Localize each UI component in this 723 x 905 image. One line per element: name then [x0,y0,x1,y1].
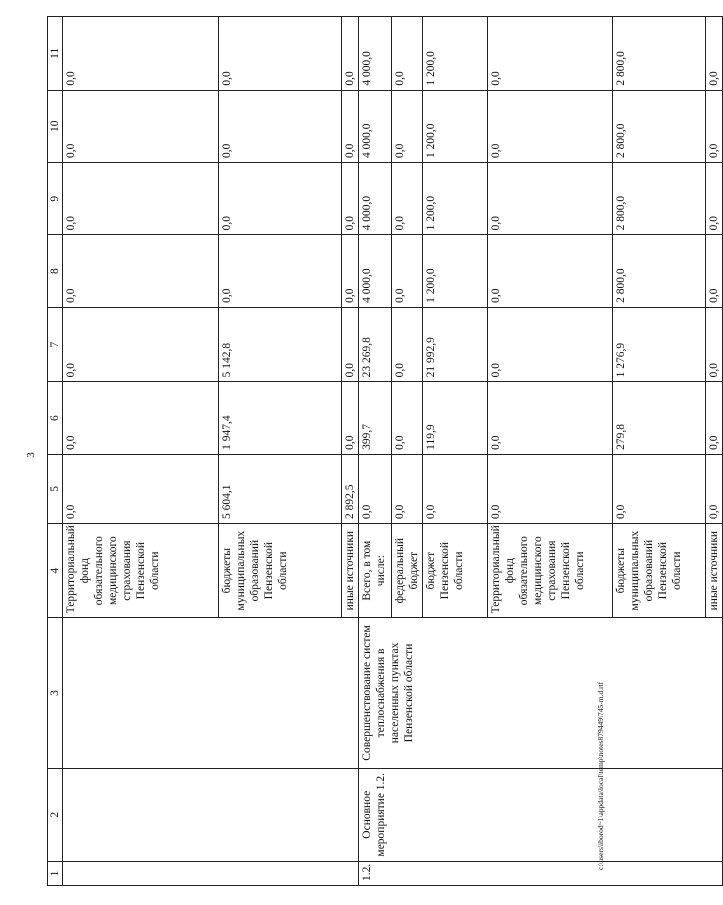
value-cell: 0,0 [706,454,723,523]
column-number: 9 [48,163,63,235]
value-cell: 21 992,9 [423,307,488,382]
value-cell: 0,0 [63,382,219,454]
funding-source: иные источники [706,523,723,617]
value-cell: 0,0 [342,90,359,162]
funding-source: Территориальный фонд обязательного медицинского страхования Пензенской области [63,523,219,617]
value-cell: 0,0 [706,163,723,235]
column-number: 5 [48,454,63,523]
value-cell: 0,0 [423,454,488,523]
column-number: 1 [48,861,63,885]
value-cell: 0,0 [392,382,423,454]
budget-table [47,16,723,886]
value-cell: 2 892,5 [342,454,359,523]
value-cell: 2 800,0 [613,163,706,235]
value-cell: 0,0 [342,235,359,307]
value-cell: 0,0 [488,454,613,523]
value-cell: 0,0 [488,307,613,382]
value-cell: 0,0 [63,17,219,91]
value-cell: 0,0 [63,454,219,523]
column-number: 6 [48,382,63,454]
column-number: 11 [48,17,63,91]
value-cell: 119,9 [423,382,488,454]
value-cell: 4 000,0 [359,235,392,307]
value-cell: 0,0 [63,90,219,162]
value-cell: 2 800,0 [613,17,706,91]
empty-number-cell [63,861,359,885]
value-cell: 0,0 [706,382,723,454]
value-cell: 0,0 [706,17,723,91]
value-cell: 0,0 [706,90,723,162]
value-cell: 0,0 [706,307,723,382]
value-cell: 0,0 [63,307,219,382]
empty-type-cell [63,768,359,861]
activity-number: 1.2. [359,861,723,885]
page-number: 3 [25,452,37,458]
value-cell: 0,0 [706,235,723,307]
value-cell: 0,0 [342,382,359,454]
value-cell: 0,0 [392,163,423,235]
column-number: 3 [48,618,63,768]
column-number-row [48,17,63,886]
value-cell: 0,0 [342,307,359,382]
activity-title: Совершенствование систем теплоснабжения в населенных пунктах Пензенской области [359,618,723,768]
value-cell: 0,0 [359,454,392,523]
funding-source: бюджет Пензенской области [423,523,488,617]
value-cell: 1 276,9 [613,307,706,382]
file-path-footer: c:\users\iborod~1\appdata\local\temp\notes879449\745-m.d.rtf [596,681,605,870]
value-cell: 2 800,0 [613,90,706,162]
continuation-row [63,17,219,886]
column-number: 2 [48,768,63,861]
value-cell: 4 000,0 [359,90,392,162]
value-cell: 0,0 [488,17,613,91]
value-cell: 0,0 [392,90,423,162]
value-cell: 0,0 [219,17,342,91]
value-cell: 1 200,0 [423,235,488,307]
column-number: 7 [48,307,63,382]
value-cell: 0,0 [219,163,342,235]
activity-type: Основное мероприятие 1.2. [359,768,723,861]
funding-source: Всего, в том числе: [359,523,392,617]
value-cell: 4 000,0 [359,17,392,91]
value-cell: 0,0 [488,235,613,307]
funding-source: бюджеты муниципальных образований Пензенской области [219,523,342,617]
value-cell: 5 142,8 [219,307,342,382]
value-cell: 279,8 [613,382,706,454]
value-cell: 399,7 [359,382,392,454]
column-number: 8 [48,235,63,307]
value-cell: 1 200,0 [423,17,488,91]
value-cell: 1 200,0 [423,163,488,235]
funding-source: федеральный бюджет [392,523,423,617]
funding-source: иные источники [342,523,359,617]
column-number: 10 [48,90,63,162]
value-cell: 0,0 [63,235,219,307]
value-cell: 0,0 [392,235,423,307]
funding-source: Территориальный фонд обязательного медицинского страхования Пензенской области [488,523,613,617]
value-cell: 2 800,0 [613,235,706,307]
value-cell: 23 269,8 [359,307,392,382]
value-cell: 0,0 [392,307,423,382]
value-cell: 0,0 [488,382,613,454]
value-cell: 1 200,0 [423,90,488,162]
value-cell: 0,0 [392,454,423,523]
value-cell: 5 604,1 [219,454,342,523]
column-number: 4 [48,523,63,617]
value-cell: 0,0 [219,235,342,307]
activity-row [359,17,392,886]
value-cell: 0,0 [342,163,359,235]
funding-source: бюджеты муниципальных образований Пензенской области [613,523,706,617]
value-cell: 4 000,0 [359,163,392,235]
value-cell: 0,0 [488,90,613,162]
value-cell: 1 947,4 [219,382,342,454]
empty-title-cell [63,618,359,768]
value-cell: 0,0 [613,454,706,523]
value-cell: 0,0 [342,17,359,91]
value-cell: 0,0 [63,163,219,235]
value-cell: 0,0 [219,90,342,162]
value-cell: 0,0 [392,17,423,91]
value-cell: 0,0 [488,163,613,235]
